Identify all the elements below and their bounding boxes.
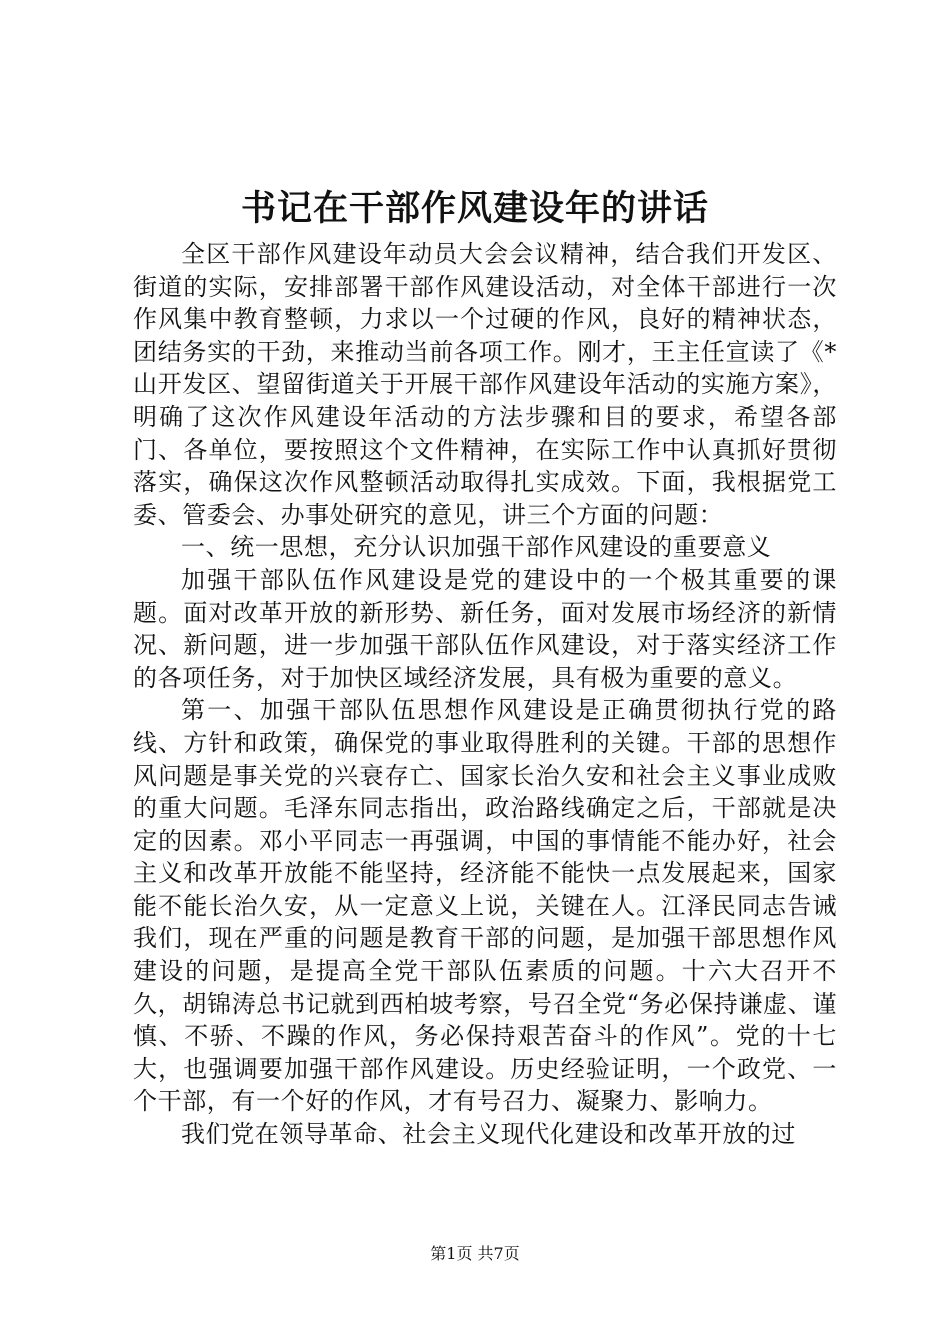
section-heading-1: 一、统一思想，充分认识加强干部作风建设的重要意义 [181,533,772,562]
paragraph-significance: 加强干部队伍作风建设是党的建设中的一个极其重要的课题。面对改革开放的新形势、新任务，面对发展市场经济的新情况、新问题，进一步加强干部队伍作风建设，对于落实经济工作的各项任务，对于加快区域经济发展，具有极为重要的意义。 [133,565,837,692]
document-body [133,238,837,1151]
paragraph-continued: 我们党在领导革命、社会主义现代化建设和改革开放的过 [181,1120,796,1149]
paragraph-intro: 全区干部作风建设年动员大会会议精神，结合我们开发区、街道的实际，安排部署干部作风建设活动，对全体干部进行一次作风集中教育整顿，力求以一个过硬的作风，良好的精神状态，团结务实的干劲，来推动当前各项工作。刚才，王主任宣读了《*山开发区、望留街道关于开展干部作风建设年活动的实施方案》，明确了这次作风建设年活动的方法步骤和目的要求，希望各部门、各单位，要按照这个文件精神，在实际工作中认真抓好贯彻落实，确保这次作风整顿活动取得扎实成效。下面，我根据党工委、管委会、办事处研究的意见，讲三个方面的问题： [133,240,837,529]
paragraph-point-1: 第一、加强干部队伍思想作风建设是正确贯彻执行党的路线、方针和政策，确保党的事业取得胜利的关键。干部的思想作风问题是事关党的兴衰存亡、国家长治久安和社会主义事业成败的重大问题。毛泽东同志指出，政治路线确定之后，干部就是决定的因素。邓小平同志一再强调，中国的事情能不能办好，社会主义和改革开放能不能坚持，经济能不能快一点发展起来，国家能不能长治久安，从一定意义上说，关键在人。江泽民同志告诫我们，现在严重的问题是教育干部的问题，是加强干部思想作风建设的问题，是提高全党干部队伍素质的问题。十六大召开不久，胡锦涛总书记就到西柏坡考察，号召全党“务必保持谦虚、谨慎、不骄、不躁的作风，务必保持艰苦奋斗的作风”。党的十七大，也强调要加强干部作风建设。历史经验证明，一个政党、一个干部，有一个好的作风，才有号召力、凝聚力、影响力。 [133,696,837,1116]
page-number-footer: 第1页 共7页 [430,1244,520,1263]
document-title: 书记在干部作风建设年的讲话 [240,189,709,229]
